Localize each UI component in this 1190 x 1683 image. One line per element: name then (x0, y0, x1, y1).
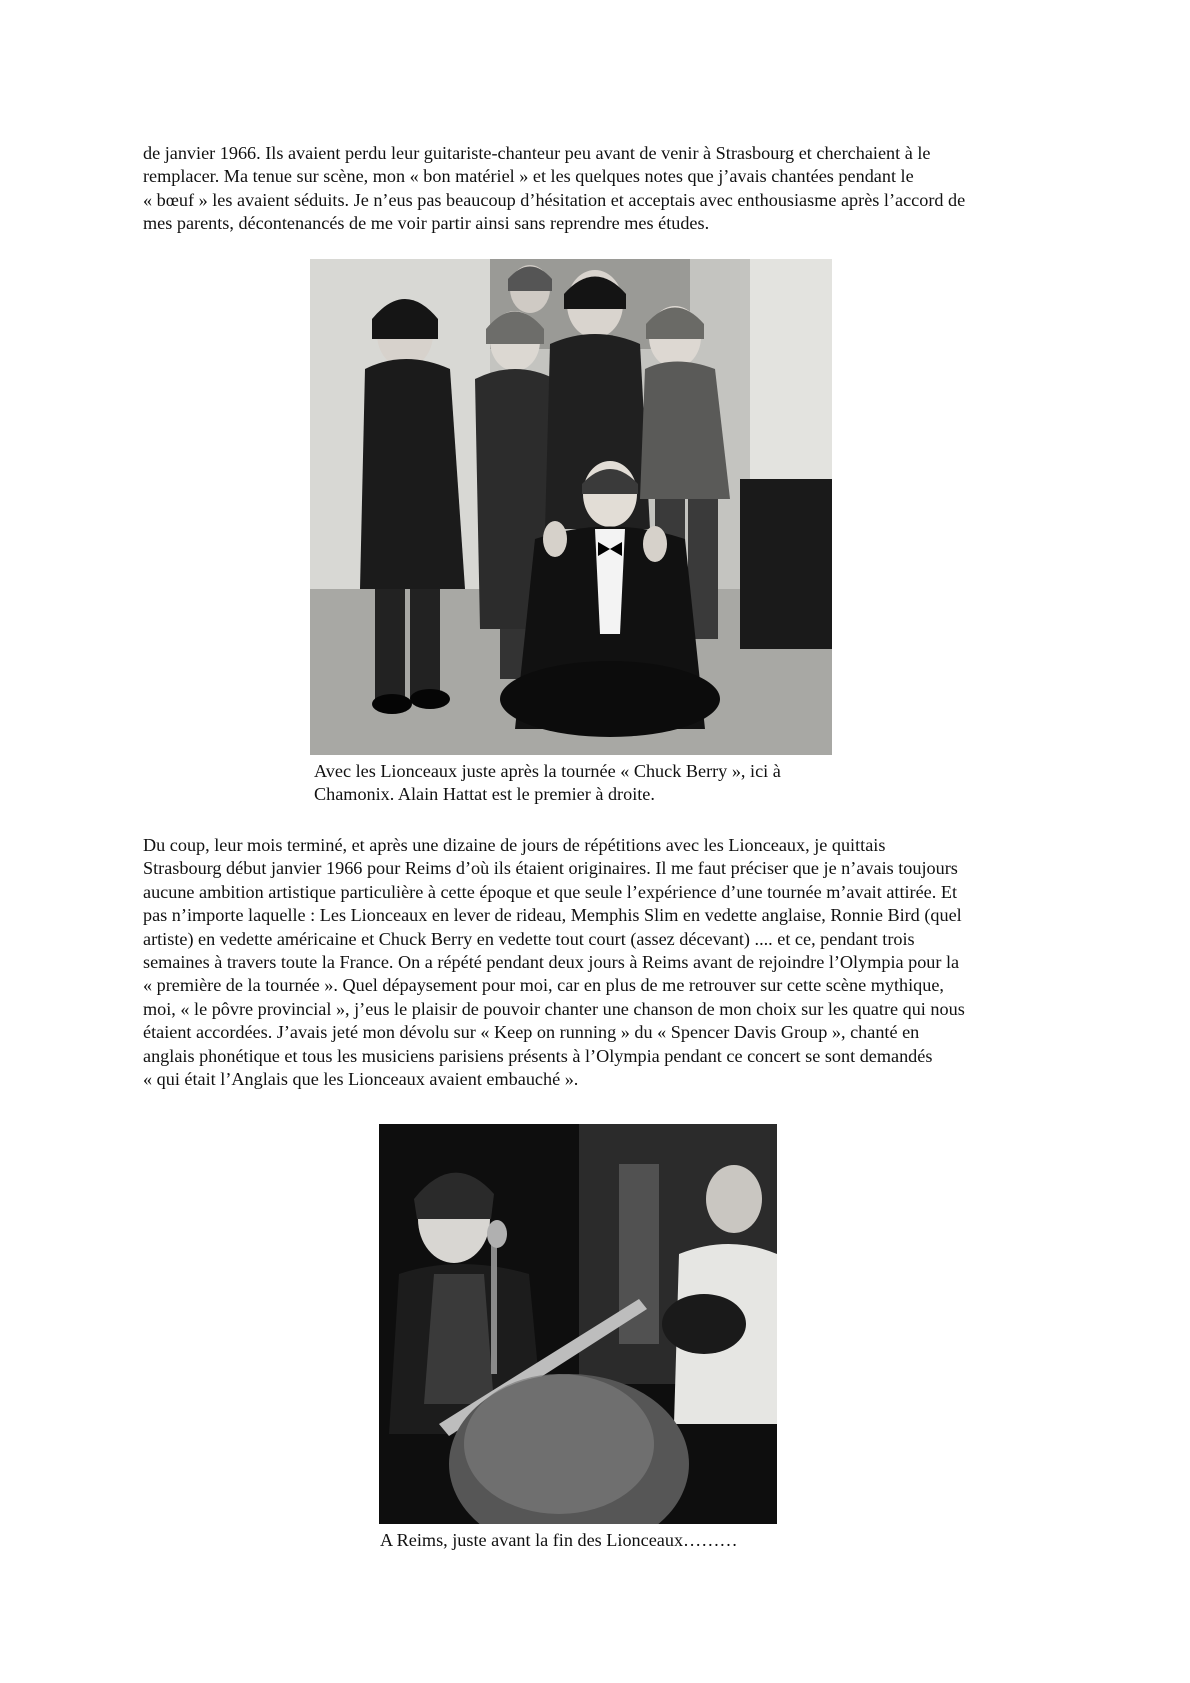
paragraph-line: étaient accordées. J’avais jeté mon dévolu sur « Keep on running » du « Spencer Davis Group », chanté en (143, 1022, 920, 1043)
paragraph-line: anglais phonétique et tous les musiciens parisiens présents à l’Olympia pendant ce concert se sont demandés (143, 1045, 933, 1066)
paragraph-line: moi, « le pôvre provincial », j’eus le plaisir de pouvoir chanter une chanson de mon choix sur les quatre qui nous (143, 998, 965, 1019)
photo-2-caption (380, 1529, 738, 1552)
paragraph-line: Du coup, leur mois terminé, et après une dizaine de jours de répétitions avec les Lionceaux, je quittais (143, 835, 886, 855)
paragraph-line: remplacer. Ma tenue sur scène, mon « bon matériel » et les quelques notes que j’avais chantées pendant le (143, 166, 914, 187)
paragraph-1 (143, 142, 1063, 236)
paragraph-line: artiste) en vedette américaine et Chuck Berry en vedette tout court (assez décevant) .... et ce, pendant trois (143, 928, 915, 949)
paragraph-2 (143, 834, 1063, 1091)
paragraph-line: aucune ambition artistique particulière à cette époque et que seule l’expérience d’une tournée m’avait attirée. Et (143, 881, 958, 902)
group-photo-chamonix (310, 259, 832, 755)
concert-photo-image (379, 1124, 777, 1524)
group-photo-image (310, 259, 832, 755)
caption-line: Avec les Lionceaux juste après la tournée « Chuck Berry », ici à (314, 761, 781, 781)
paragraph-line: de janvier 1966. Ils avaient perdu leur guitariste-chanteur peu avant de venir à Strasbourg et cherchaient à le (143, 143, 931, 163)
paragraph-line: « bœuf » les avaient séduits. Je n’eus pas beaucoup d’hésitation et acceptais avec enthousiasme après l’accord de (143, 189, 966, 210)
caption-line: A Reims, juste avant la fin des Lionceaux……… (380, 1530, 738, 1550)
paragraph-line: « première de la tournée ». Quel dépaysement pour moi, car en plus de me retrouver sur cette scène mythique, (143, 975, 944, 996)
paragraph-line: mes parents, décontenancés de me voir partir ainsi sans reprendre mes études. (143, 213, 710, 234)
concert-photo-reims (379, 1124, 777, 1524)
photo-1-caption (314, 760, 781, 807)
caption-line: Chamonix. Alain Hattat est le premier à droite. (314, 784, 655, 805)
paragraph-line: « qui était l’Anglais que les Lionceaux avaient embauché ». (143, 1069, 579, 1090)
paragraph-line: semaines à travers toute la France. On a répété pendant deux jours à Reims avant de rejoindre l’Olympia pour la (143, 952, 960, 973)
paragraph-line: Strasbourg début janvier 1966 pour Reims d’où ils étaient originaires. Il me faut préciser que je n’avais toujours (143, 858, 958, 879)
paragraph-line: pas n’importe laquelle : Les Lionceaux en lever de rideau, Memphis Slim en vedette anglaise, Ronnie Bird (quel (143, 905, 962, 926)
